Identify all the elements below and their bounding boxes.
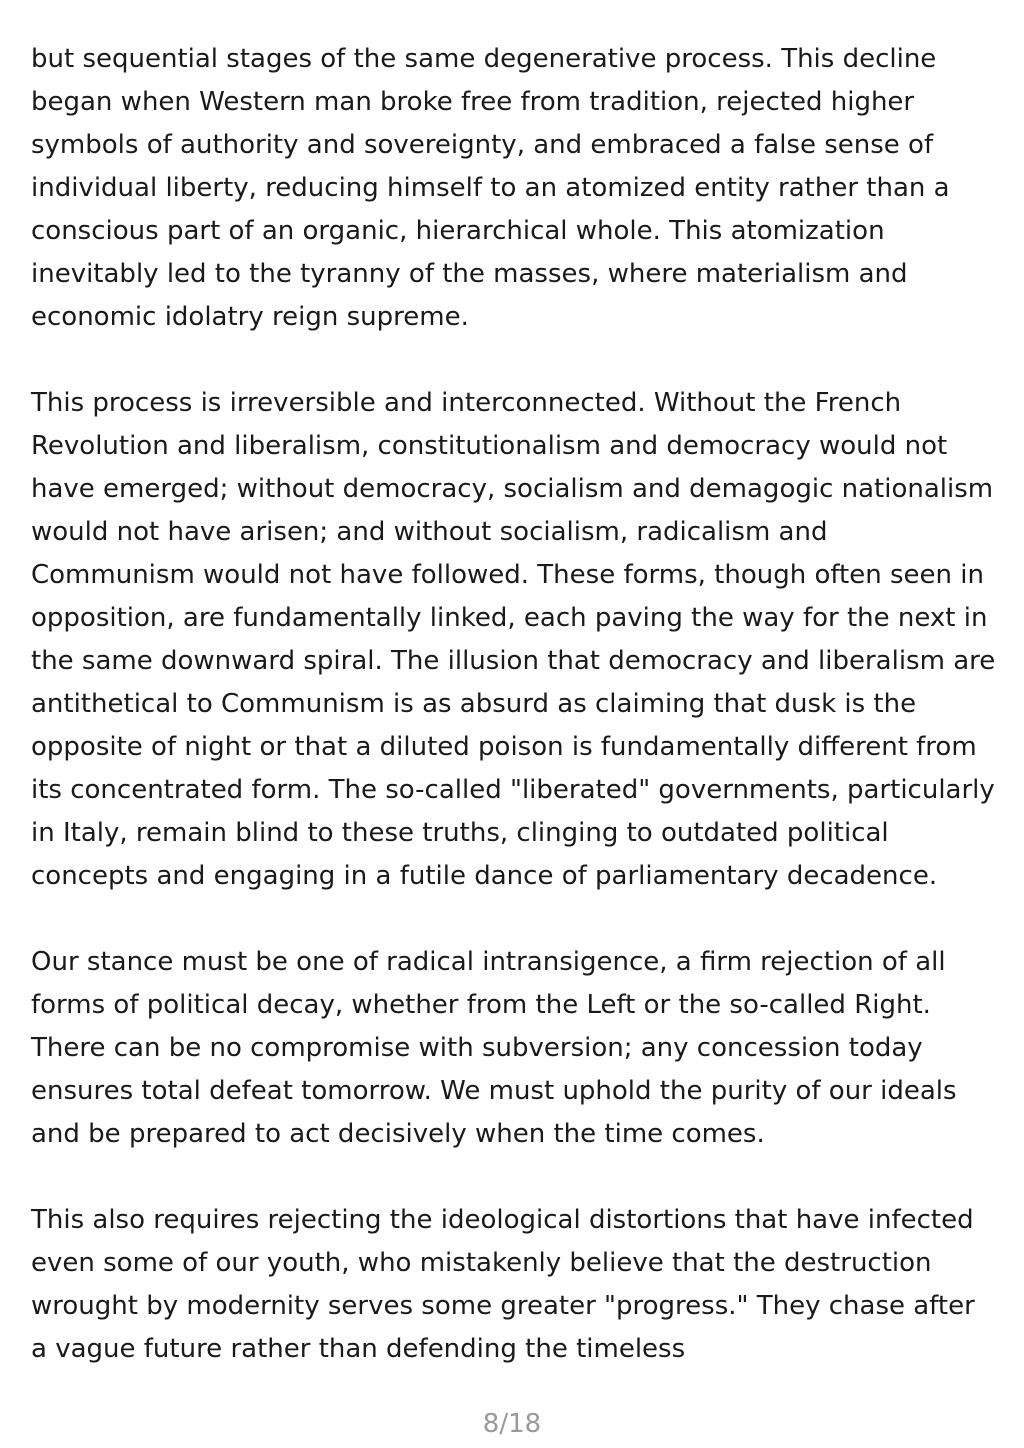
paragraph: Our stance must be one of radical intransigence, a firm rejection of all forms of political decay, whether from the Left or the so-called Right. There can be no compromise with subversion; any concession today ensures total defeat tomorrow. We must uphold the purity of our ideals and be prepared to act decisively when the time comes. <box>31 947 957 1149</box>
paragraph: This process is irreversible and interconnected. Without the French Revolution and liberalism, constitutionalism and democracy would not have emerged; without democracy, socialism and demagogic nationalism would not have arisen; and without socialism, radicalism and Communism would not have followed. These forms, though often seen in opposition, are fundamentally linked, each paving the way for the next in the same downward spiral. The illusion that democracy and liberalism are antithetical to Communism is as absurd as claiming that dusk is the opposite of night or that a diluted poison is fundamentally different from its concentrated form. The so-called "liberated" governments, particularly in Italy, remain blind to these truths, clinging to outdated political concepts and engaging in a futile dance of parliamentary decadence. <box>31 388 996 891</box>
page-indicator: 8/18 <box>482 1409 542 1439</box>
paragraph: This also requires rejecting the ideological distortions that have infected even some of our youth, who mistakenly believe that the destruction wrought by modernity serves some greater "progress." They chase after a vague future rather than defending the timeless <box>31 1205 975 1364</box>
paragraph: but sequential stages of the same degenerative process. This decline began when Western man broke free from tradition, rejected higher symbols of authority and sovereignty, and embraced a false sense of individual liberty, reducing himself to an atomized entity rather than a conscious part of an organic, hierarchical whole. This atomization inevitably led to the tyranny of the masses, where materialism and economic idolatry reign supreme. <box>31 44 950 332</box>
document-body <box>31 38 996 1371</box>
